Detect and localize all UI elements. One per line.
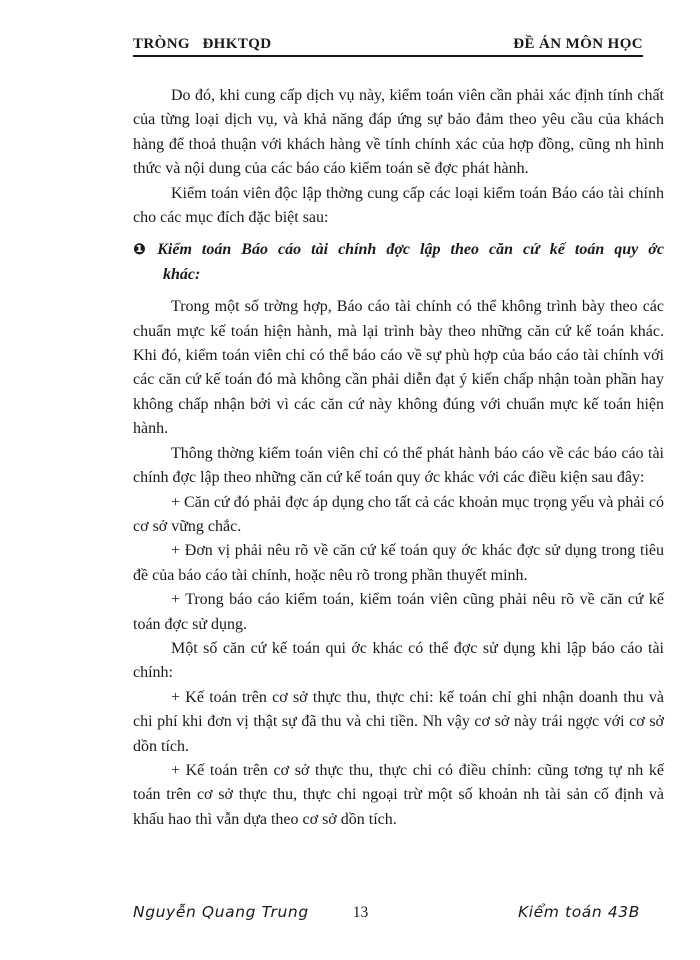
footer-author-name: Nguyễn Quang Trung [133,903,309,921]
paragraph: + Kế toán trên cơ sở thực thu, thực chi có điều chỉnh: cũng tơng tự nh kế toán trên cơ sở thực thu, thực chi ngoại trừ một số khoản nh tài sản cố định và khấu hao thì vẫn dựa theo cơ sở dồn tích. [133,761,664,828]
page-footer [133,903,640,922]
paragraph: + Đơn vị phải nêu rõ về căn cứ kế toán quy ớc khác đợc sử dụng trong tiêu đề của báo cáo tài chính, hoặc nêu rõ trong phần thuyết minh. [133,542,664,584]
paragraph: + Kế toán trên cơ sở thực thu, thực chi: kế toán chỉ ghi nhận doanh thu và chi phí khi đơn vị thật sự đã thu và chi tiền. Nh vậy cơ sở này trái ngợc với cơ sở dồn tích. [133,688,664,755]
header-document-title: ĐỀ ÁN MÔN HỌC [513,36,643,52]
paragraph: + Trong báo cáo kiểm toán, kiểm toán viên cũng phải nêu rõ về căn cứ kế toán đợc sử dụng. [133,591,664,633]
paragraph: + Căn cứ đó phải đợc áp dụng cho tất cả các khoản mục trọng yếu và phải có cơ sở vững chắc. [133,493,664,535]
paragraph: Trong một số trờng hợp, Báo cáo tài chính có thể không trình bày theo các chuẩn mực kế toán hiện hành, mà lại trình bày theo những căn cứ kế toán khác. Khi đó, kiểm toán viên chỉ có thể báo cáo về sự phù hợp của báo cáo tài chính với các căn cứ kế toán đó mà không cần phải diễn đạt ý kiến chấp nhận toàn phần hay không chấp nhận bởi vì các căn cứ này không đúng với chuẩn mực kế toán hiện hành. [133,298,664,438]
footer-class-label: Kiểm toán 43B [518,903,640,921]
footer-page-number: 13 [352,904,369,921]
header-school-name: TRÒNG ĐHKTQD [133,36,272,52]
bullet-list-item [133,237,664,287]
paragraph: Do đó, khi cung cấp dịch vụ này, kiểm toán viên cần phải xác định tính chất của từng loại dịch vụ, và khả năng đáp ứng sự bảo đảm theo yêu cầu của khách hàng để thoả thuận với khách hàng về tính chính xác của hợp đồng, cũng nh hình thức và nội dung của các báo cáo kiểm toán sẽ đợc phát hành. [133,87,664,178]
page-header [133,36,643,57]
circled-one-bullet-icon: ❶ [133,240,149,259]
paragraph: Thông thờng kiểm toán viên chỉ có thể phát hành báo cáo về các báo cáo tài chính đợc lập theo những căn cứ kế toán quy ớc khác với các điều kiện sau đây: [133,444,664,487]
paragraph: Kiểm toán viên độc lập thờng cung cấp các loại kiểm toán Báo cáo tài chính cho các mục đích đặc biệt sau: [133,184,664,227]
paragraph: Một số căn cứ kế toán qui ớc khác có thể đợc sử dụng khi lập báo cáo tài chính: [133,639,664,682]
bullet-item-text: Kiểm toán Báo cáo tài chính đợc lập theo căn cứ kế toán quy ớc khác: [157,241,664,283]
document-body [133,84,664,832]
